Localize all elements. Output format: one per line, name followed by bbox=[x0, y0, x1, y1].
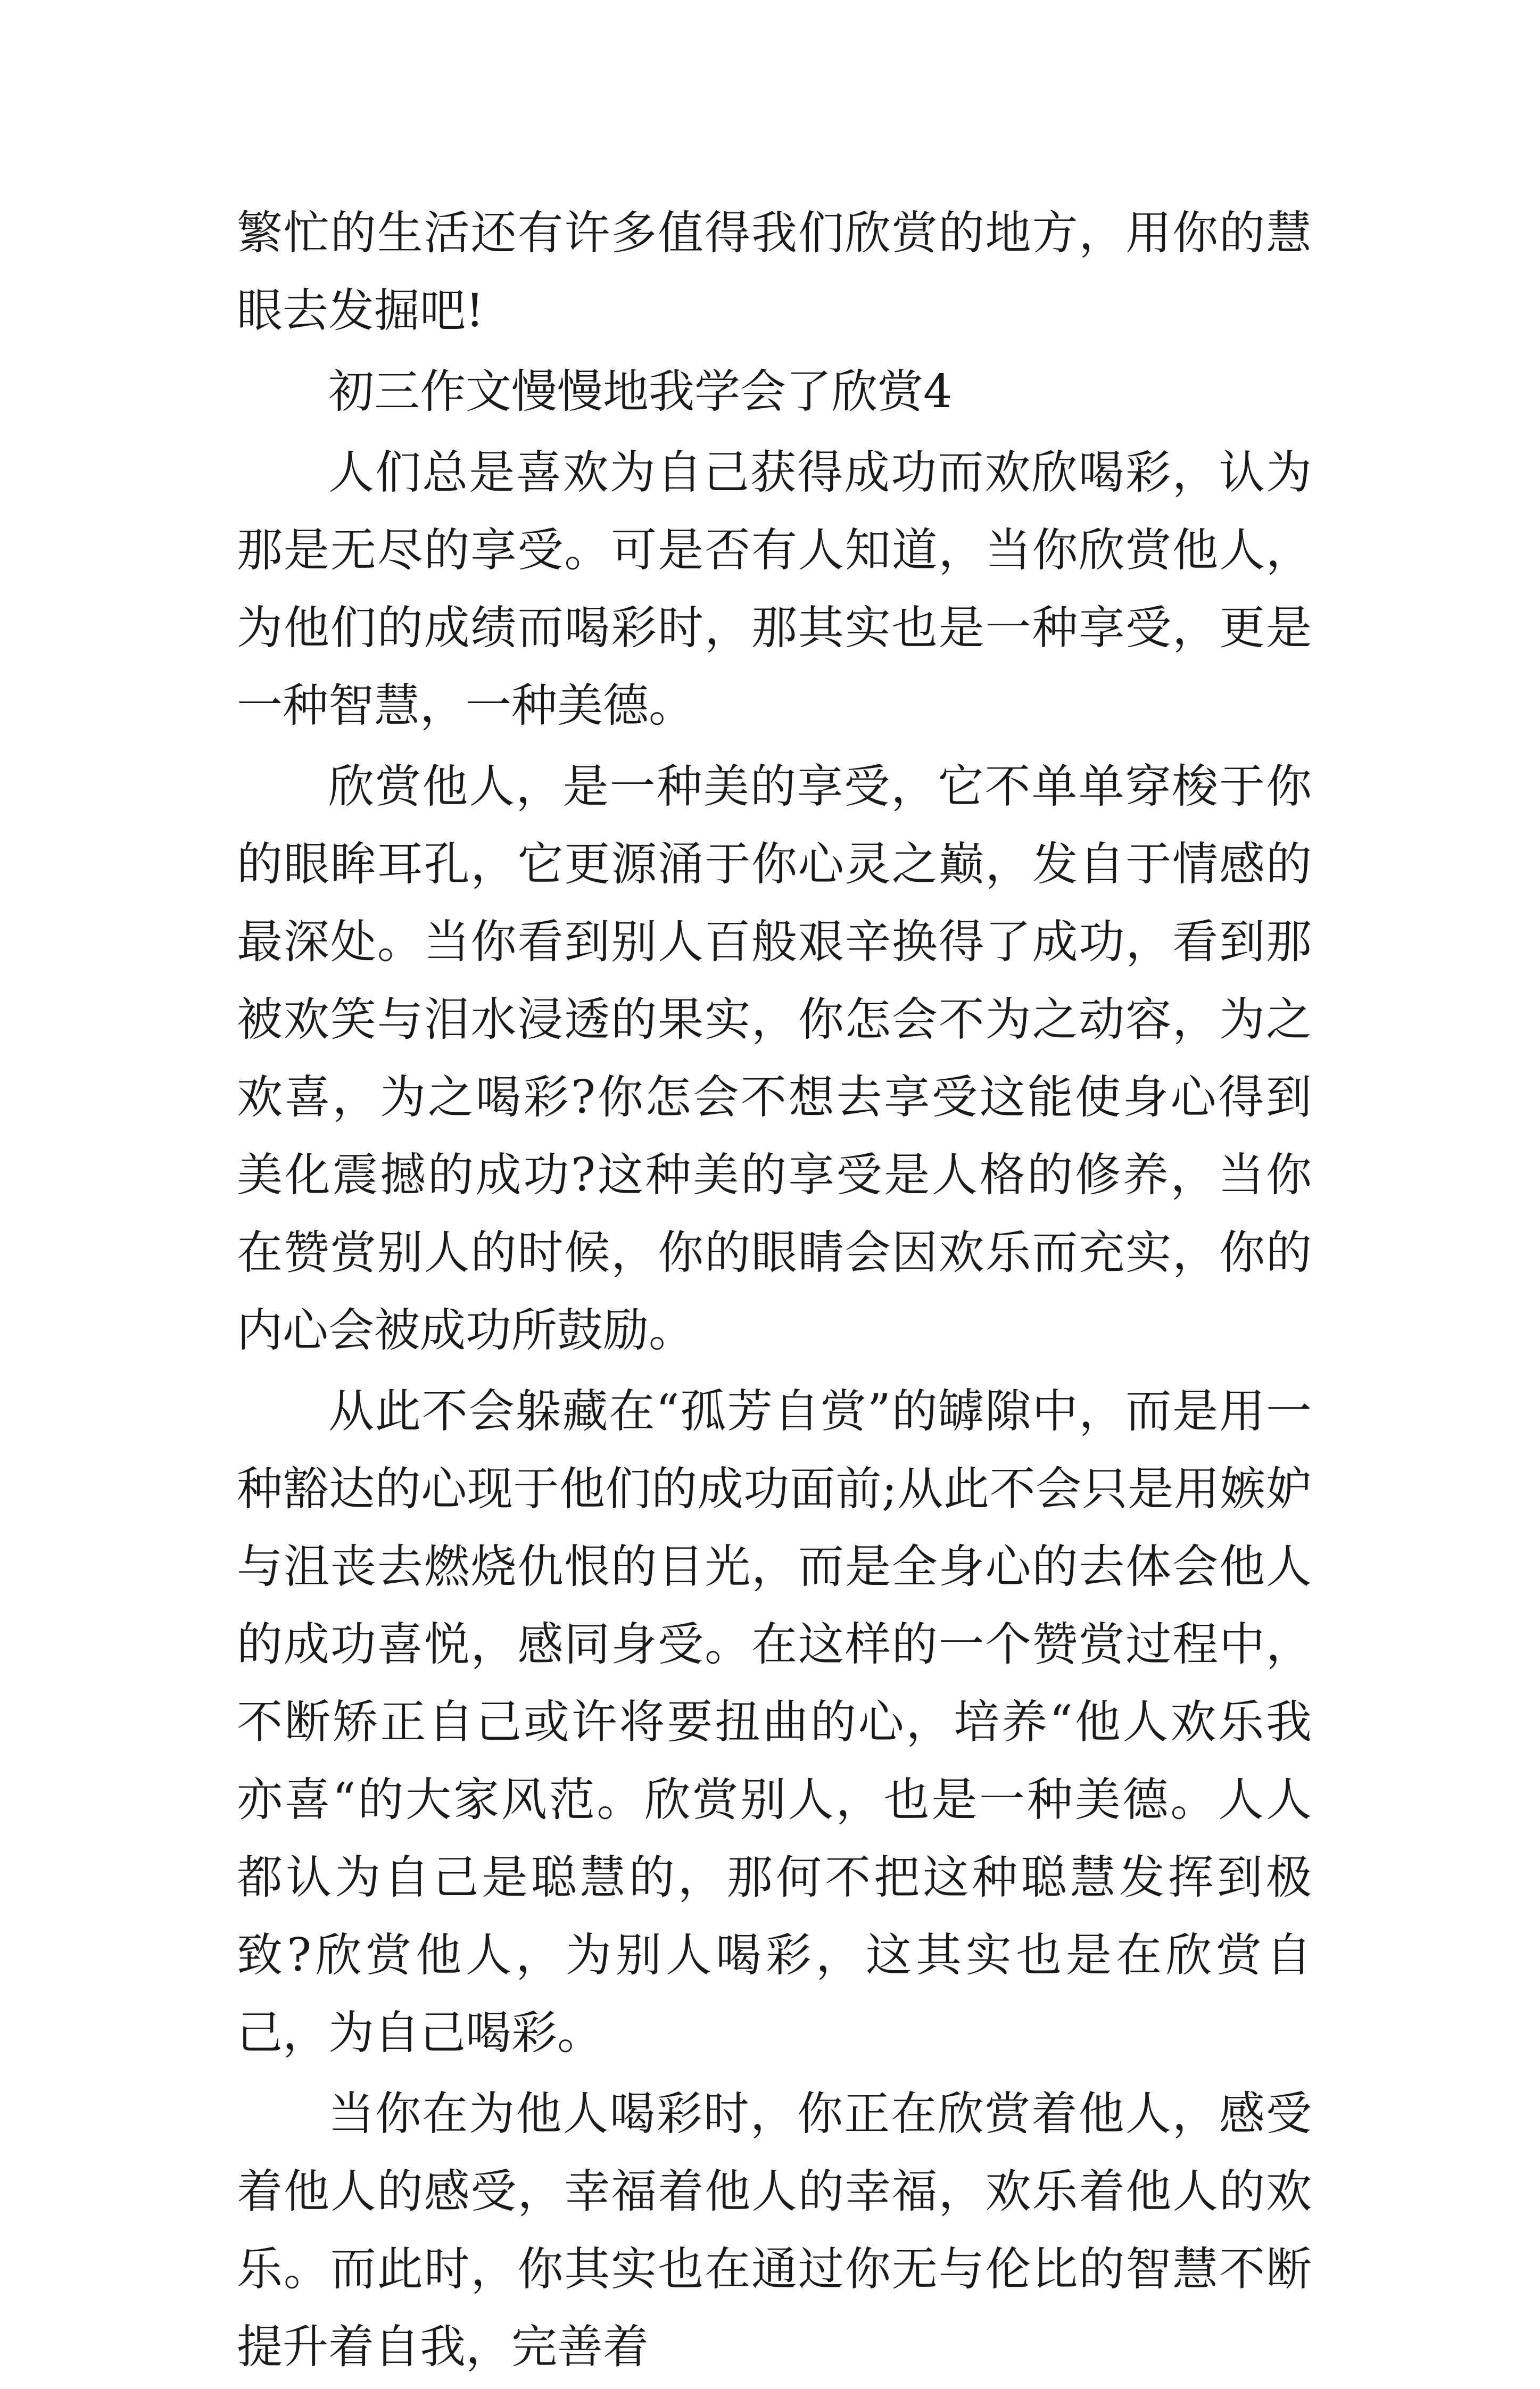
paragraph-continuation: 繁忙的生活还有许多值得我们欣赏的地方，用你的慧眼去发掘吧! bbox=[237, 206, 1312, 337]
paragraph: 从此不会躲藏在“孤芳自赏”的罅隙中，而是用一种豁达的心现于他们的成功面前;从此不会只是用嫉妒与沮丧去燃烧仇恨的目光，而是全身心的去体会他人的成功喜悦，感同身受。在这样的一个赞赏过程中，不断矫正自己或许将要扭曲的心，培养“他人欢乐我亦喜“的大家风范。欣赏别人，也是一种美德。人人都认为自己是聪慧的，那何不把这种聪慧发挥到极致?欣赏他人，为别人喝彩，这其实也是在欣赏自己，为自己喝彩。 bbox=[237, 1385, 1312, 2060]
paragraph: 人们总是喜欢为自己获得成功而欢欣喝彩，认为那是无尽的享受。可是否有人知道，当你欣赏他人，为他们的成绩而喝彩时，那其实也是一种享受，更是一种智慧，一种美德。 bbox=[237, 446, 1312, 732]
paragraph: 当你在为他人喝彩时，你正在欣赏着他人，感受着他人的感受，幸福着他人的幸福，欢乐着他人的欢乐。而此时，你其实也在通过你无与伦比的智慧不断提升着自我，完善着 bbox=[237, 2087, 1312, 2374]
section-heading: 初三作文慢慢地我学会了欣赏4 bbox=[328, 365, 953, 418]
paragraph: 欣赏他人，是一种美的享受，它不单单穿梭于你的眼眸耳孔，它更源涌于你心灵之巅，发自于情感的最深处。当你看到别人百般艰辛换得了成功，看到那被欢笑与泪水浸透的果实，你怎会不为之动容，为之欢喜，为之喝彩?你怎会不想去享受这能使身心得到美化震撼的成功?这种美的享受是人格的修养，当你在赞赏别人的时候，你的眼睛会因欢乐而充实，你的内心会被成功所鼓励。 bbox=[237, 760, 1312, 1357]
document-body bbox=[237, 194, 1312, 2389]
